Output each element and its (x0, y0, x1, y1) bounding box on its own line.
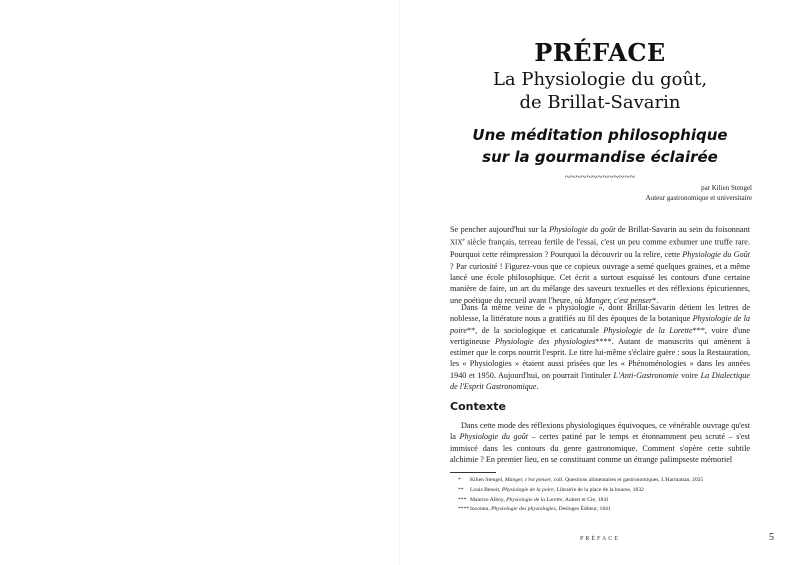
text-run: Dans la même veine de « physiologie », dont Brillat-Savarin détient les lettres de noblesse, la littérature nous a gratifiés au fil des époques de la botanique (450, 303, 750, 324)
footnote-item (450, 486, 770, 496)
book-title: Physiologie de la poire (450, 314, 750, 335)
text-run: Se pencher aujourd'hui sur la (450, 225, 550, 234)
text-run: voire (678, 370, 701, 380)
byline-role: Auteur gastronomique et universitaire (645, 194, 752, 202)
running-head: PRÉFACE (580, 536, 620, 542)
section-heading: Contexte (450, 400, 506, 413)
footnote-item (450, 476, 770, 486)
footnote-text: , Librairie de la place de la bourse, 1832 (553, 486, 644, 493)
chapter-tagline-line1: Une méditation philosophique (472, 126, 728, 144)
text-run: ? Par curiosité ! Figurez-vous que ce copieux ouvrage a semé quelques graines, et a même lancé une école philosophique. Cet écrit a surtout esquissé les contours d'une certaine manière de faire, un art du mélange des saveurs textuelles et des réflexions épicuriennes, une poétique du recueil avant l'heure, où (450, 261, 750, 305)
book-title: Physiologie du goût (459, 432, 529, 442)
book-title: Physiologie du Goût (682, 250, 750, 260)
page-number: 5 (769, 532, 774, 543)
text-run: ***, voire d'une vertigineuse (450, 325, 750, 346)
footnote-text: , Aubert et Cie, 1841 (562, 496, 609, 503)
byline (646, 183, 752, 203)
footnote-rule (450, 472, 496, 473)
byline-name: par Kilien Stengel (701, 184, 752, 192)
text-run: siècle français, terreau fertile de l'essai, c'est un peu comme exhumer une truffe rare. Pourquoi cette réimpression ? Pourquoi la découvrir ou la relire, cette (450, 238, 750, 260)
chapter-title: PRÉFACE (534, 38, 666, 67)
text-run: Dans cette mode des réflexions physiologiques équivoques, ce vénérable ouvrage qu'est la (450, 421, 750, 442)
book-title: Physiologie de la Lorette (603, 325, 693, 335)
paragraph-contexte (450, 420, 750, 465)
footnote-mark: ** (458, 486, 464, 493)
footnote-item (450, 496, 770, 506)
book-title: Physiologie du goût (549, 225, 616, 234)
footnote-text: Inconnu, (470, 506, 492, 513)
text-run: *. (652, 295, 659, 305)
century-suffix: e (462, 238, 465, 244)
century-numeral: XIX (450, 239, 463, 248)
text-run: **, de la sociologique et caricaturale (466, 325, 604, 335)
text-run: de Brillat-Savarin au sein du foisonnant (615, 225, 750, 234)
footnote-title: Physiologie de la Lorette (506, 496, 563, 503)
book-title: Physiologie des physiologies (494, 336, 596, 346)
chapter-tagline-line2: sur la gourmandise éclairée (482, 148, 718, 166)
text-run: – certes patiné par le temps et étonnamment peu scruté – s'est immiscé dans les contours du genre gastronomique. Comment s'opère cette subtile alchimie ? En premier lieu, en se constituant comme un étrange palimpseste mémoriel (450, 432, 750, 464)
footnote-title: Physiologie des physiologies (491, 506, 556, 513)
footnote-mark: **** (458, 506, 470, 513)
footnote-mark: * (458, 477, 461, 483)
book-title: La Dialectique de l'Esprit Gastronomique (450, 370, 750, 392)
footnote-text: Kilien Stengel, (470, 477, 505, 483)
book-title: Manger, c'est penser (584, 295, 653, 305)
footnote-mark: *** (458, 496, 467, 503)
footnote-text: Louis Benoit, (470, 486, 502, 493)
chapter-subtitle-line2: de Brillat-Savarin (519, 92, 681, 113)
footnote-text: , Desloges Éditeur, 1841 (555, 506, 611, 513)
paragraph-intro (450, 224, 750, 306)
footnote-text: Maurice Alhoy, (470, 496, 507, 503)
chapter-subtitle-line1: La Physiologie du goût, (492, 69, 708, 90)
footnote-text: , coll. Questions alimentaires et gastronomiques, L'Harmattan, 2025 (551, 477, 704, 483)
paragraph-physiologies (450, 302, 750, 392)
book-title: L'Anti-Gastronomie (613, 370, 679, 380)
footnote-title: Physiologie de la poire (501, 486, 554, 493)
text-run: ****. Autant de manuscrits qui amènent à estimer que le corps nourrit l'esprit. Le titre lui-même s'éclaire guère : sous la Restauration, les « Physiologies » étaient aussi prisées que les « Phénoménologies » dans les années 1940 et 1950. Aujourd'hui, on pourrait l'intituler (450, 336, 750, 380)
ornament-divider: ~~~~~~~~~~~~~ (564, 172, 636, 183)
right-page (400, 0, 800, 565)
footnote-title: Manger, c'est penser (504, 477, 552, 483)
footnote-item (450, 505, 770, 515)
text-run: . (536, 382, 539, 392)
footnotes (450, 476, 770, 515)
